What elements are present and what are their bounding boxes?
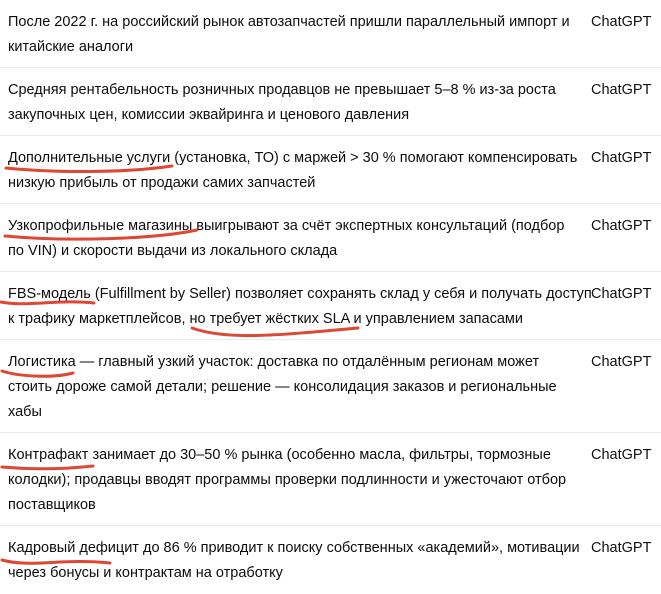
insight-line: китайские аналоги: [8, 39, 134, 55]
source-label: ChatGPT: [591, 82, 652, 98]
insight-text-cell: [8, 536, 591, 586]
insight-text-cell: [8, 350, 591, 425]
insight-line: закупочных цен, комиссии эквайринга и ценового давления: [8, 107, 410, 123]
insight-line: После 2022 г. на российский рынок автозапчастей пришли параллельный импорт и: [8, 14, 570, 30]
source-label: ChatGPT: [591, 14, 652, 30]
insight-text-cell: [8, 10, 591, 60]
insight-line: стоить дороже самой детали; решение — консолидация заказов и региональные: [8, 379, 557, 395]
insight-line: Дополнительные услуги (установка, ТО) с маржей > 30 % помогают компенсировать: [8, 150, 578, 166]
insight-row: [0, 136, 661, 204]
source-label: ChatGPT: [591, 354, 652, 370]
insight-line: колодки); продавцы вводят программы проверки подлинности и ужесточают отбор: [8, 472, 567, 488]
source-label: ChatGPT: [591, 218, 652, 234]
insight-row: [0, 272, 661, 340]
source-label: ChatGPT: [591, 150, 652, 166]
insight-row: [0, 433, 661, 526]
insight-line: по VIN) и скорости выдачи из локального склада: [8, 243, 338, 259]
insight-line: Кадровый дефицит до 86 % приводит к поиску собственных «академий», мотивации: [8, 540, 580, 556]
insight-row: [0, 68, 661, 136]
insight-line: низкую прибыль от продажи самих запчастей: [8, 175, 316, 191]
insight-text-cell: [8, 282, 591, 332]
insight-row: [0, 526, 661, 593]
insight-line: Контрафакт занимает до 30–50 % рынка (особенно масла, фильтры, тормозные: [8, 447, 551, 463]
insight-row: [0, 204, 661, 272]
source-label: ChatGPT: [591, 447, 652, 463]
insight-text-cell: [8, 443, 591, 518]
insight-line: FBS-модель (Fulfillment by Seller) позволяет сохранять склад у себя и получать доступ: [8, 286, 592, 302]
insight-line: через бонусы и контрактам на отработку: [8, 565, 283, 581]
insight-text-cell: [8, 146, 591, 196]
insight-text-cell: [8, 214, 591, 264]
insight-line: поставщиков: [8, 497, 96, 513]
source-label: ChatGPT: [591, 286, 652, 302]
insight-row: [0, 0, 661, 68]
insight-line: Средняя рентабельность розничных продавцов не превышает 5–8 % из-за роста: [8, 82, 556, 98]
insight-line: Логистика — главный узкий участок: доставка по отдалённым регионам может: [8, 354, 540, 370]
insight-row: [0, 340, 661, 433]
insight-text-cell: [8, 78, 591, 128]
source-label: ChatGPT: [591, 540, 652, 556]
insight-line: к трафику маркетплейсов, но требует жёстких SLA и управлением запасами: [8, 311, 523, 327]
insight-line: Узкопрофильные магазины выигрывают за счёт экспертных консультаций (подбор: [8, 218, 565, 234]
insight-line: хабы: [8, 404, 42, 420]
